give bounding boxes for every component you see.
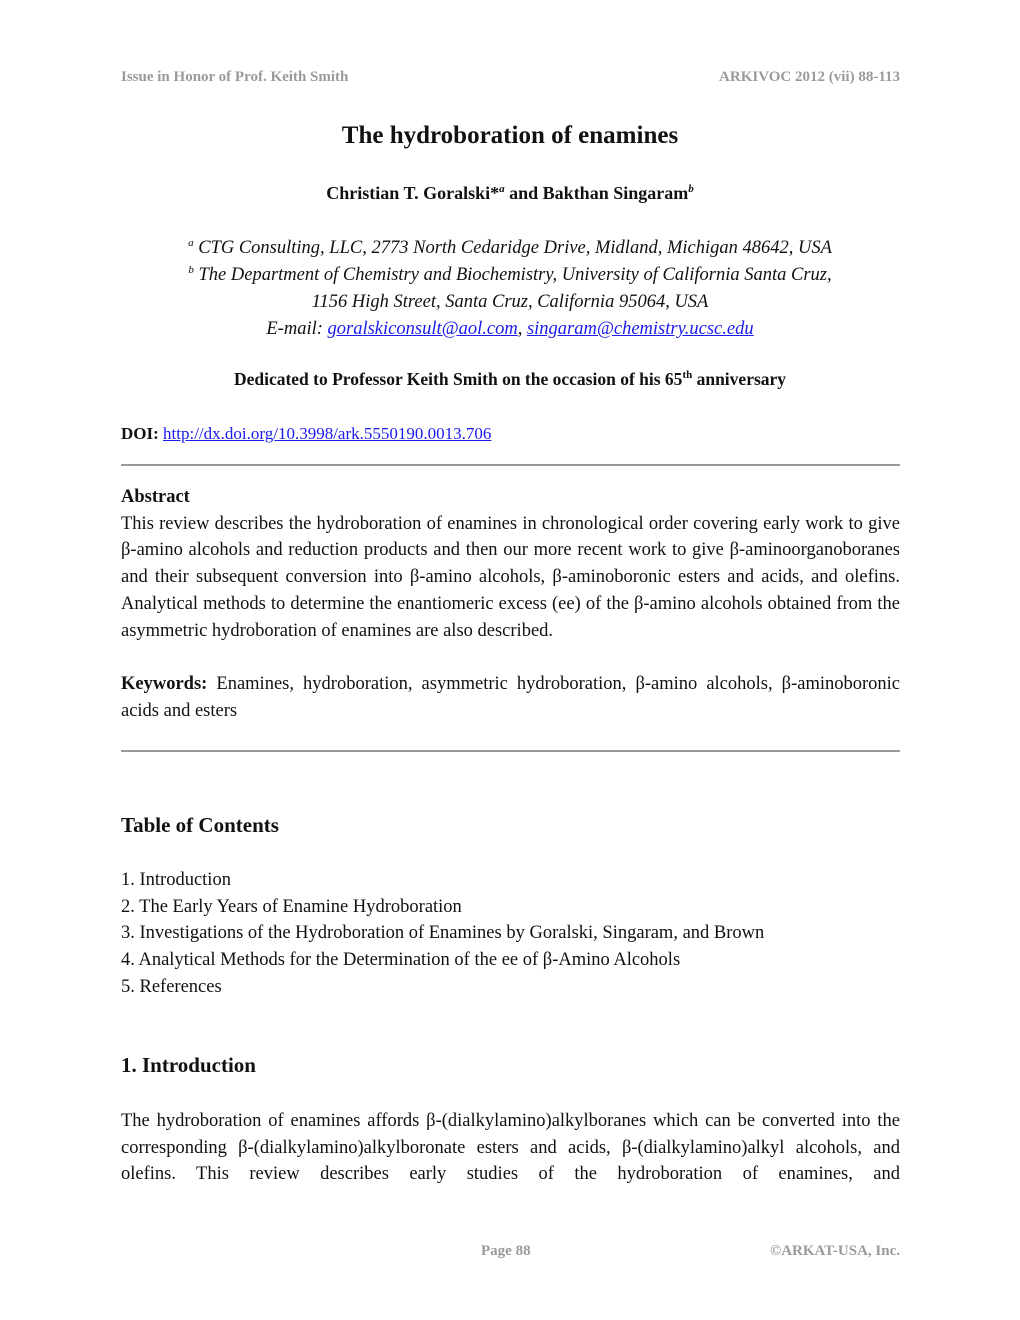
dedication-sup: th	[682, 369, 693, 382]
doi-link[interactable]: http://dx.doi.org/10.3998/ark.5550190.0013.706	[163, 424, 492, 443]
page-number: Page 88	[481, 1243, 531, 1259]
doi-label: DOI:	[121, 424, 164, 443]
author-sup: a	[499, 183, 505, 195]
email-link[interactable]: goralskiconsult@aol.com	[327, 319, 518, 339]
toc-item[interactable]: 4. Analytical Methods for the Determination of the ee of β-Amino Alcohols	[121, 950, 681, 971]
affiliation-a: CTG Consulting, LLC, 2773 North Cedaridge Drive, Midland, Michigan 48642, USA	[193, 238, 832, 258]
running-header-left: Issue in Honor of Prof. Keith Smith	[121, 69, 349, 85]
author-name: Christian T. Goralski*	[326, 183, 500, 203]
author-sup: b	[688, 183, 694, 195]
abstract-text: This review describes the hydroboration of enamines in chronological order covering early work to give β-amino alcohols and reduction products and then our more recent work to give β-aminoorganoboranes and their subsequent conversion into β-amino alcohols, β-aminoboronic esters and acids, and olefins. Analytical methods to determine the enantiomeric excess (ee) of the β-amino alcohols obtained from the asymmetric hydroboration of enamines are also described.	[121, 513, 900, 641]
affiliation-sup: a	[188, 236, 194, 249]
toc-list	[121, 867, 900, 1001]
affiliation-b-address: 1156 High Street, Santa Cruz, California 95064, USA	[311, 292, 709, 312]
toc-heading-text: Table of Contents	[121, 813, 279, 837]
author-and: and	[504, 183, 543, 203]
copyright: ©ARKAT-USA, Inc.	[770, 1243, 900, 1259]
toc-item[interactable]: 5. References	[121, 976, 222, 997]
abstract-heading: Abstract	[121, 487, 190, 507]
email-label: E-mail:	[266, 319, 328, 339]
affiliation-b: The Department of Chemistry and Biochemistry, University of California Santa Cruz,	[193, 265, 832, 285]
divider	[121, 464, 900, 466]
dedication	[0, 369, 1020, 390]
divider	[121, 750, 900, 752]
author-name: Bakthan Singaram	[542, 183, 689, 203]
toc-item[interactable]: 1. Introduction	[121, 870, 231, 890]
toc-item[interactable]: 3. Investigations of the Hydroboration of Enamines by Goralski, Singaram, and Brown	[121, 923, 765, 944]
dedication-text: Dedicated to Professor Keith Smith on the occasion of his 65	[233, 369, 683, 389]
keywords-label: Keywords:	[121, 674, 208, 694]
keywords-text: Enamines, hydroboration, asymmetric hydroboration, β-amino alcohols, β-aminoboronic acids and esters	[121, 674, 900, 721]
authors	[0, 183, 1020, 204]
dedication-end: anniversary	[692, 369, 787, 389]
running-header-right: ARKIVOC 2012 (vii) 88-113	[719, 69, 900, 85]
email-separator: ,	[517, 319, 527, 339]
doi	[121, 424, 491, 444]
intro-text: The hydroboration of enamines affords β-(dialkylamino)alkylboranes which can be converted into the corresponding β-(dialkylamino)alkylboronate esters and acids, β-(dialkylamino)alkyl alcohols, and olefins. This review describes early studies of the hydroboration of enamines, and	[121, 1111, 900, 1185]
paper-title: The hydroboration of enamines	[341, 122, 679, 149]
toc-heading	[121, 813, 900, 838]
affiliation-sup: b	[188, 263, 194, 276]
intro-heading-text: 1. Introduction	[121, 1053, 256, 1077]
affiliations	[0, 235, 1020, 343]
abstract	[121, 484, 900, 644]
intro-heading	[121, 1053, 900, 1078]
toc-item[interactable]: 2. The Early Years of Enamine Hydroboration	[121, 896, 462, 917]
keywords	[121, 671, 900, 724]
email-link[interactable]: singaram@chemistry.ucsc.edu	[526, 319, 754, 339]
